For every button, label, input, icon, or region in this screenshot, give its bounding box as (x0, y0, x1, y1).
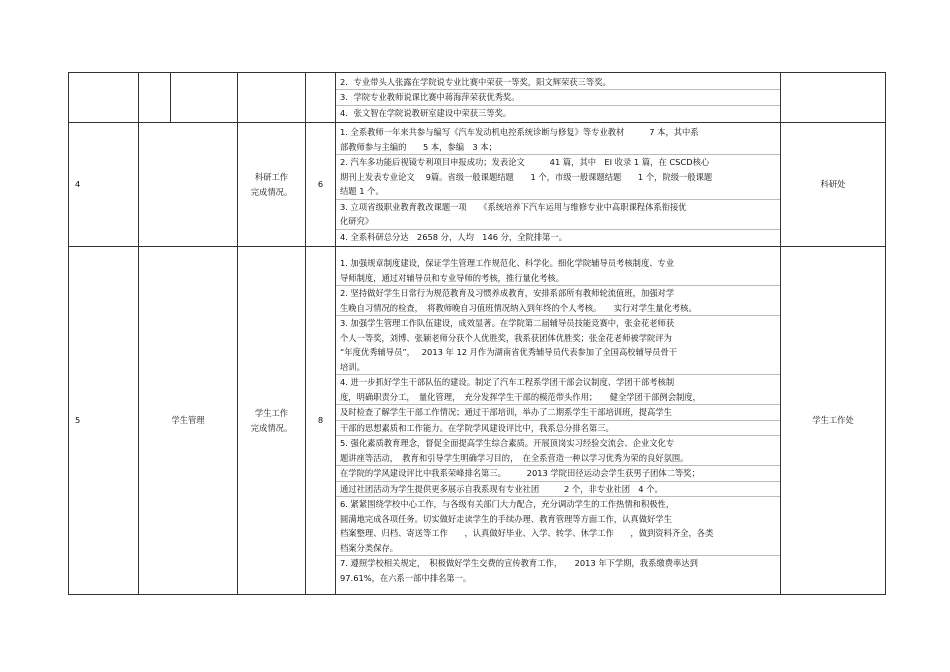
item-label-line: 完成情况。 (250, 186, 293, 197)
category-cell: 学生管理 (139, 247, 238, 595)
score-cell: 6 (306, 123, 336, 247)
content-line: 在学院的学风建设评比中我系荣峰排名第三。 2013 学院田径运动会学生获男子团体二等奖； (336, 466, 780, 482)
content-line: 及时检查了解学生干部工作情况；通过干部培训，举办了二期系学生干部培训班，提高学生 (336, 405, 780, 421)
content-line: 培训。 (336, 360, 780, 376)
content-line: 度，明确职责分工， 量化管理， 充分发挥学生干部的模范带头作用； 健全学团干部例会制度， (336, 390, 780, 406)
content-line: 2. 汽车多功能后视镜专利项目申报成功；发表论文 41 篇，其中 EI 收录 1 篇，在 CSCD核心 (340, 157, 710, 167)
work-summary-table (68, 72, 886, 595)
department-cell: 学生工作处 (781, 247, 886, 595)
score-cell (306, 73, 336, 123)
content-line: 4．张文智在学院说教研室建设中荣获三等奖。 (340, 107, 512, 118)
content-line: 结题 1 个。 (336, 184, 780, 200)
row-number-cell (69, 73, 139, 123)
content-line: 4. 进一步抓好学生干部队伍的建设。制定了汽车工程系学团干部会议制度、学团干部考核制 (340, 377, 675, 387)
content-line: 3. 加强学生管理工作队伍建设，成效显著。在学院第二届辅导员技能竞赛中，张金花老师获 (340, 318, 675, 328)
content-line: 化研究》 (336, 214, 780, 230)
content-line: 导师制度，通过对辅导员和专业导师的考核，推行量化考核。 (336, 271, 780, 287)
content-line: 档案分类保存。 (336, 541, 780, 557)
content-line: 生晚自习情况的检查， 将教师晚自习值班情况纳入到年终的个人考核。 实行对学生量化考核。 (336, 301, 780, 317)
table-row (69, 247, 886, 595)
content-line: 4. 全系科研总分达 2658 分，人均 146 分，全院排第一。 (340, 231, 568, 242)
content-line: 部教师参与主编的 5 本，参编 3 本； (336, 140, 780, 156)
department-cell: 科研处 (781, 123, 886, 247)
item-label-line: 学生工作 (254, 408, 289, 418)
score-cell: 8 (306, 247, 336, 595)
content-line: 6. 紧紧围绕学校中心工作，与各级有关部门大力配合，充分调动学生的工作热情和积极性， (340, 499, 675, 509)
row-number-cell: 4 (69, 123, 139, 247)
table-row (69, 123, 886, 247)
category-cell (139, 73, 171, 123)
content-line: 1. 加强规章制度建设，保证学生管理工作规范化、科学化。细化学院辅导员考核制度、专业 (340, 258, 675, 268)
item-cell (238, 247, 306, 595)
content-cell (336, 123, 781, 247)
content-line: 97.61%，在六系一部中排名第一。 (340, 572, 472, 583)
content-line: 3．学院专业教师说课比赛中蒋海萍荣获优秀奖。 (336, 90, 780, 106)
content-line: 期刊上发表专业论文 9篇。省级一般课题结题 1 个，市级一般课题结题 1 个，院级一般课题 (340, 171, 713, 182)
content-line: 2. 坚持做好学生日常行为规范教育及习惯养成教育，安排系部所有教师轮流值班，加强对学 (340, 288, 675, 298)
content-line: 个人一等奖，刘博、张颖老师分获个人优胜奖，我系获团体优胜奖；张金花老师被学院评为 (340, 332, 672, 343)
content-line: 3. 立项省级职业教育教改课题一项 《系统培养下汽车运用与维修专业中高职课程体系衔接优 (340, 201, 687, 212)
row-number-cell: 5 (69, 247, 139, 595)
content-line: “年度优秀辅导员”， 2013 年 12 月作为湖南省优秀辅导员代表参加了全国高校辅导员骨干 (340, 347, 678, 357)
content-line: 2．专业带头人张露在学院说专业比赛中荣获一等奖，阳文辉荣获三等奖。 (336, 75, 780, 91)
category-cell (139, 123, 238, 247)
content-line: 通过社团活动为学生提供更多展示自我系现有专业社团 2 个，非专业社团 4 个。 (336, 482, 780, 498)
table-row (69, 73, 886, 123)
content-line: 圆满地完成各项任务。切实做好走读学生的手续办理、教育管理等方面工作，认真做好学生 (340, 513, 672, 524)
content-line: 题讲座等活动， 教育和引导学生明确学习目的， 在全系营造一种以学习优秀为荣的良好氛围。 (336, 451, 780, 467)
content-line: 7. 遵照学校相关规定， 积极做好学生交费的宣传教育工作， 2013 年下学期，我系缴费率达到 (340, 558, 698, 568)
item-cell (238, 73, 306, 123)
item-label-line: 完成情况。 (250, 422, 293, 433)
department-cell (781, 73, 886, 123)
item-label-line: 科研工作 (254, 172, 289, 182)
content-line: 干部的思想素质和工作能力。在学院学风建设评比中，我系总分排名第三。 (336, 421, 780, 437)
item-cell (238, 123, 306, 247)
content-line: 5. 强化素质教育理念，督促全面提高学生综合素质。开展顶岗实习经验交流会、企业文化专 (340, 438, 675, 448)
content-cell (336, 247, 781, 595)
content-line: 档案整理、归档、寄送等工作 ，认真做好毕业、入学、转学、休学工作 ，做到资料齐全，各类 (340, 528, 714, 538)
content-line: 1. 全系教师一年来共参与编写《汽车发动机电控系统诊断与修复》等专业教材 7 本，其中系 (340, 127, 699, 137)
category-sub-cell (171, 73, 238, 123)
content-cell (336, 73, 781, 123)
